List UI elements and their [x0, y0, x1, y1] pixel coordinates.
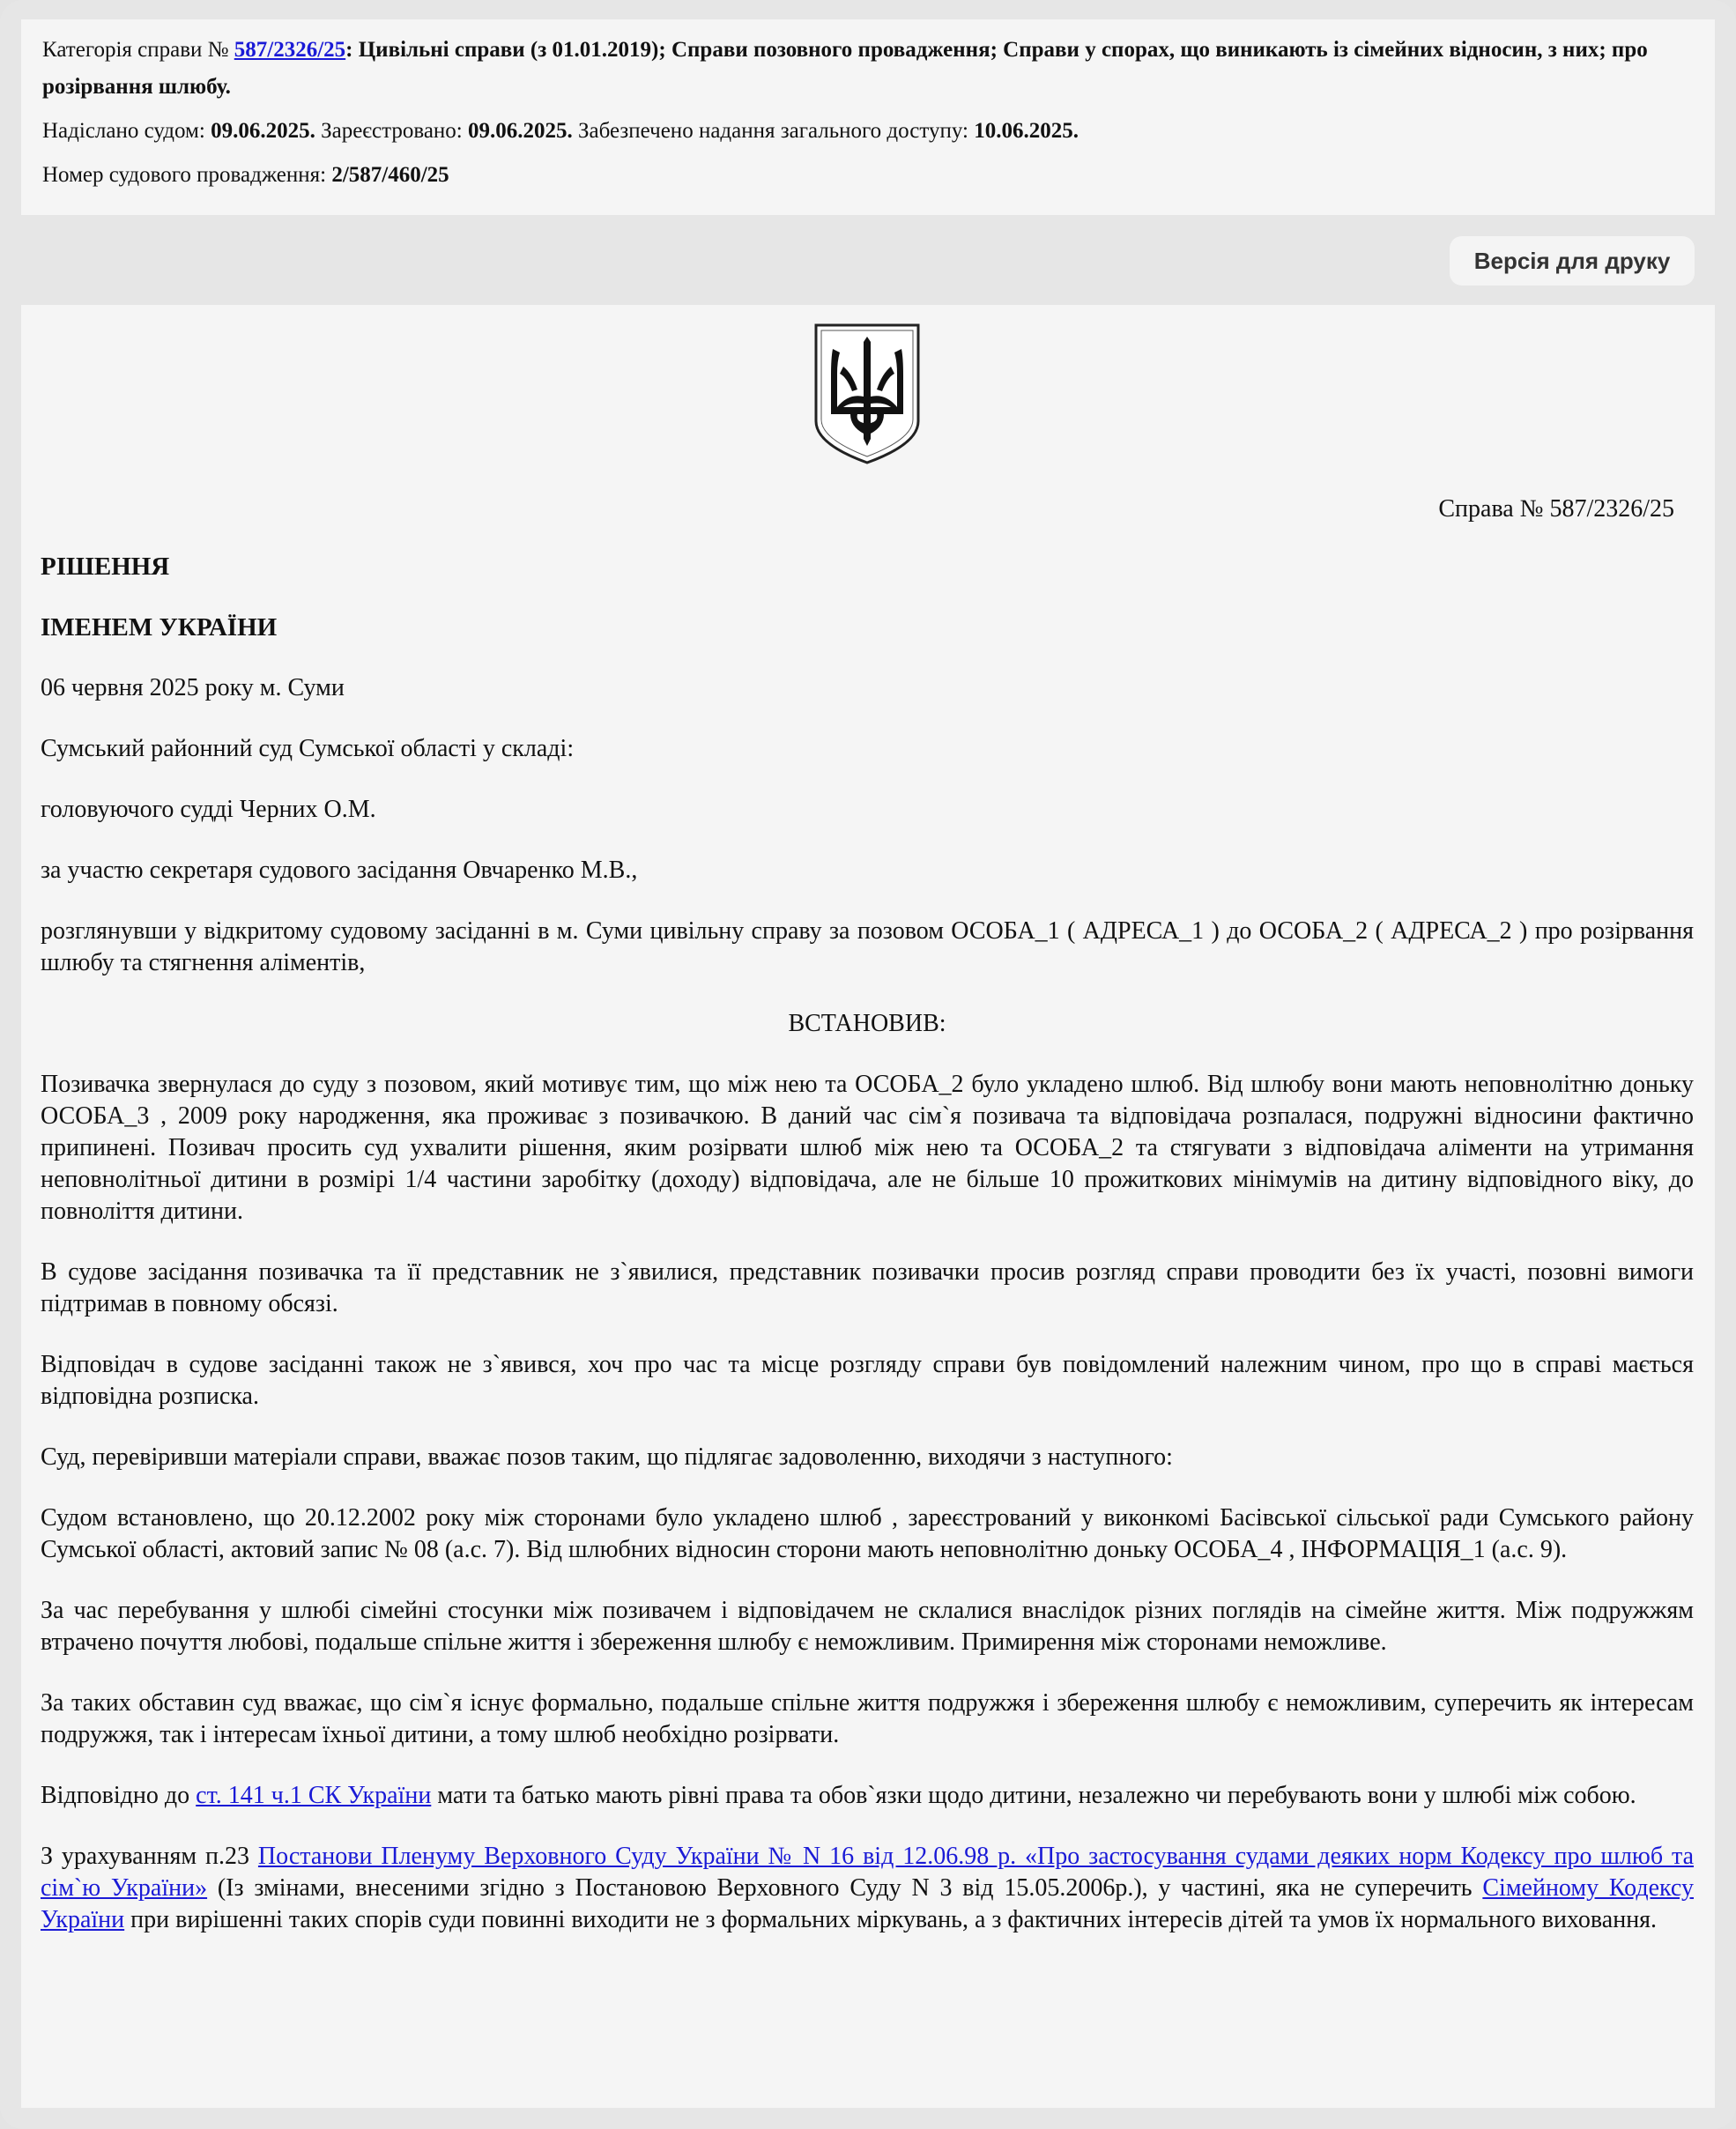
access-date: 10.06.2025.: [974, 119, 1079, 143]
date-place: 06 червня 2025 року м. Суми: [41, 674, 345, 701]
document-title: РІШЕННЯ: [41, 553, 170, 581]
case-number-heading: Справа № 587/2326/25: [1438, 495, 1674, 523]
paragraph: За таких обставин суд вважає, що сім`я існує формально, подальше спільне життя подружжя і збереження шлюбу є неможливим, суперечить як інтересам подружжя, так і інтересам їхньої дитини, а тому шлюб необхідно розірвати.: [41, 1689, 1694, 1748]
paragraph: Суд, перевіривши матеріали справи, вважає позов таким, що підлягає задоволенню, виходячи з наступного:: [41, 1443, 1173, 1471]
paragraph: В судове засідання позивачка та її представник не з`явилися, представник позивачки просив розгляд справи проводити без їх участі, позовні вимоги підтримав в повному обсязі.: [41, 1258, 1694, 1317]
sent-date: 09.06.2025.: [211, 119, 315, 143]
court-composition: Сумський районний суд Сумської області у складі:: [41, 735, 575, 762]
family-code-article-link[interactable]: ст. 141 ч.1 СК України: [196, 1782, 432, 1809]
judgment-text: [41, 551, 1694, 1965]
paragraph: Позивачка звернулася до суду з позовом, який мотивує тим, що між нею та ОСОБА_2 було укладено шлюб. Від шлюбу вони мають неповнолітню доньку ОСОБА_3 , 2009 року народження, яка проживає з позивачкою. В даний час сім`я позивача та відповідача розпалася, подружні відносини фактично припинені. Позивач просить суд ухвалити рішення, яким розірвати шлюб між нею та ОСОБА_2 та стягувати з відповідача аліменти на утримання неповнолітньої дитини в розмірі 1/4 частини заробітку (доходу) відповідача, але не більше 10 прожиткових мінімумів на дитину відповідного віку, до повноліття дитини.: [41, 1071, 1694, 1225]
case-category: Категорія справи № 587/2326/25: Цивільні справи (з 01.01.2019); Справи позовного провадження; Справи у спорах, що виникають із сімейних відносин, з них; про розірвання шлюбу.: [42, 38, 1648, 99]
paragraph: З урахуванням п.23 Постанови Пленуму Верховного Суду України № N 16 від 12.06.98 р. «Про застосування судами деяких норм Кодексу про шлюб та сім`ю України» (Із змінами, внесеними згідно з Постановою Верховного Суду N 3 від 15.05.2006р.), у частині, яка не суперечить Сімейному Кодексу України при вирішенні таких спорів суди повинні виходити не з формальних міркувань, а з фактичних інтересів дітей та умов їх нормального виховання.: [41, 1843, 1695, 1933]
case-considered: розглянувши у відкритому судовому засіданні в м. Суми цивільну справу за позовом ОСОБА_1 ( АДРЕСА_1 ) до ОСОБА_2 ( АДРЕСА_2 ) про розірвання шлюбу та стягнення аліментів,: [41, 917, 1694, 976]
paragraph: Судом встановлено, що 20.12.2002 року між сторонами було укладено шлюб , зареєстрований у виконкомі Басівської сільської ради Сумського району Сумської області, актовий запис № 08 (а.с. 7). Від шлюбних відносин сторони мають неповнолітню доньку ОСОБА_4 , ІНФОРМАЦІЯ_1 (а.с. 9).: [41, 1504, 1694, 1563]
proceeding-number: Номер судового провадження: 2/587/460/25: [42, 163, 449, 187]
paragraph: За час перебування у шлюбі сімейні стосунки між позивачем і відповідачем не склалися внаслідок різних поглядів на сімейне життя. Між подружжям втрачено почуття любові, подальше спільне життя і збереження шлюбу є неможливим. Примирення між сторонами неможливе.: [41, 1597, 1694, 1656]
case-info-panel: [21, 19, 1715, 215]
case-category-text: : Цивільні справи (з 01.01.2019); Справи позовного провадження; Справи у спорах, що виникають із сімейних відносин, з них; про розірвання шлюбу.: [42, 38, 1648, 99]
registered-date: 09.06.2025.: [468, 119, 573, 143]
case-dates: Надіслано судом: 09.06.2025. Зареєстровано: 09.06.2025. Забезпечено надання загального доступу: 10.06.2025.: [42, 119, 1079, 143]
presiding-judge: головуючого судді Черних О.М.: [41, 796, 376, 823]
document-body: [21, 305, 1715, 2108]
paragraph: Відповідно до ст. 141 ч.1 СК України мати та батько мають рівні права та обов`язки щодо дитини, незалежно чи перебувають вони у шлюбі між собою.: [41, 1782, 1636, 1809]
coat-of-arms-icon: [813, 323, 921, 465]
print-version-button[interactable]: Версія для друку: [1450, 236, 1695, 286]
case-number-link[interactable]: 587/2326/25: [234, 38, 346, 62]
court-secretary: за участю секретаря судового засідання Овчаренко М.В.,: [41, 857, 638, 884]
family-code-link[interactable]: Сімейному Кодексу України: [41, 1874, 1694, 1933]
document-subtitle: ІМЕНЕМ УКРАЇНИ: [41, 613, 278, 642]
paragraph: Відповідач в судове засіданні також не з`явився, хоч про час та місце розгляду справи був повідомлений належним чином, про що в справі мається відповідна розписка.: [41, 1351, 1694, 1410]
established-heading: ВСТАНОВИВ:: [788, 1010, 946, 1037]
plenum-resolution-link[interactable]: Постанови Пленуму Верховного Суду України № N 16 від 12.06.98 р. «Про застосування судами деяких норм Кодексу про шлюб та сім`ю України»: [41, 1843, 1695, 1902]
